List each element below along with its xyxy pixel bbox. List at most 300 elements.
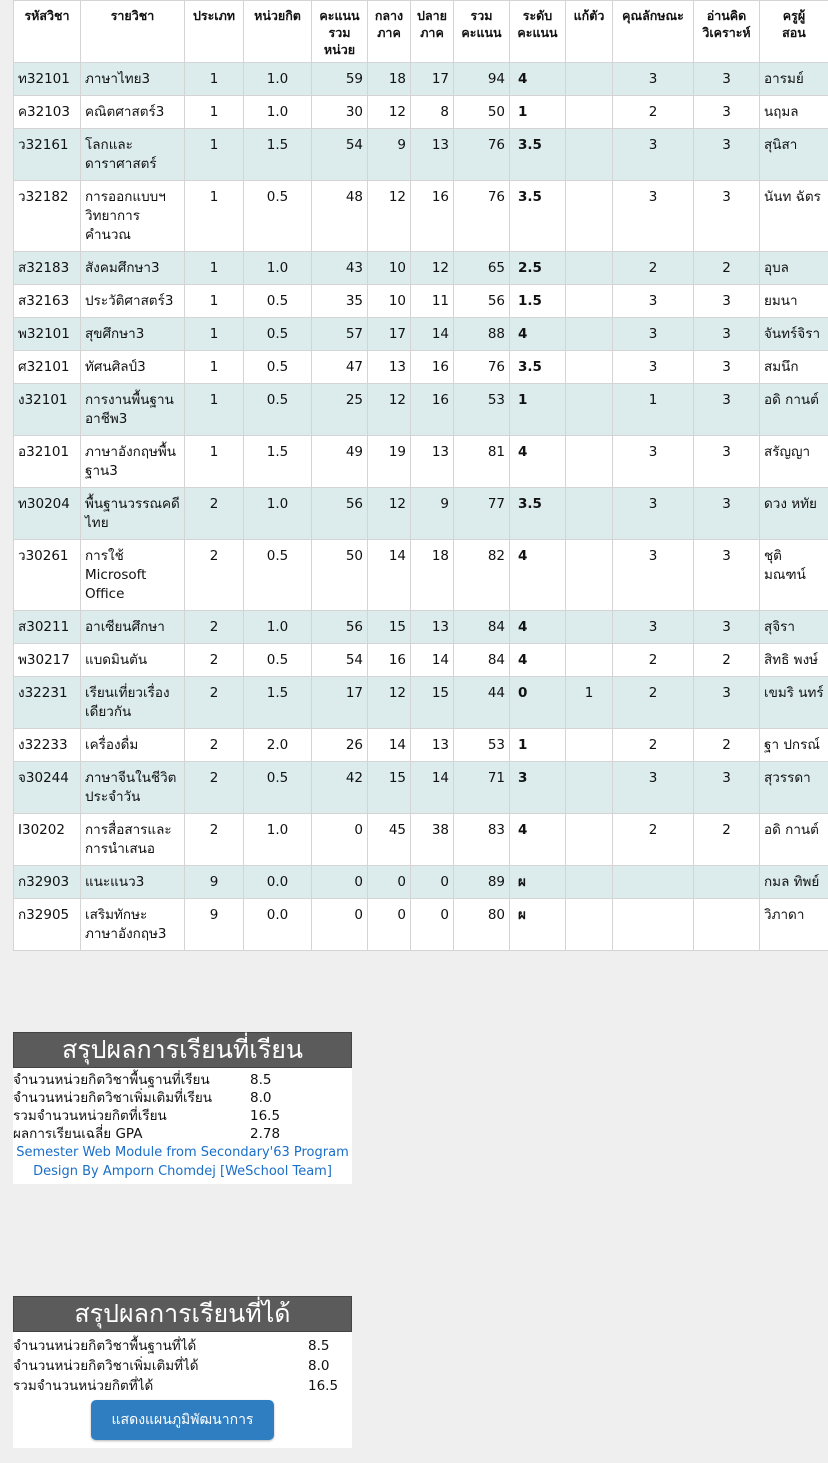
table-row bbox=[14, 762, 828, 814]
cell-type: 9 bbox=[185, 899, 244, 951]
cell-unit: 56 bbox=[312, 611, 368, 644]
cell-fix bbox=[566, 866, 613, 899]
cell-char: 2 bbox=[613, 644, 694, 677]
cell-fix bbox=[566, 129, 613, 181]
cell-type: 1 bbox=[185, 285, 244, 318]
cell-mid: 12 bbox=[368, 488, 411, 540]
cell-credit: 2.0 bbox=[244, 729, 312, 762]
cell-mid: 16 bbox=[368, 644, 411, 677]
table-body bbox=[14, 63, 828, 951]
cell-char: 2 bbox=[613, 729, 694, 762]
cell-unit: 0 bbox=[312, 866, 368, 899]
cell-teacher: สุนิสา bbox=[760, 129, 828, 181]
cell-name: การสื่อสารและการนำเสนอ bbox=[81, 814, 185, 866]
cell-char: 3 bbox=[613, 129, 694, 181]
cell-mid: 19 bbox=[368, 436, 411, 488]
cell-grade: 4 bbox=[510, 814, 566, 866]
cell-char: 3 bbox=[613, 318, 694, 351]
cell-read: 3 bbox=[694, 285, 760, 318]
cell-final: 0 bbox=[411, 866, 454, 899]
cell-mid: 13 bbox=[368, 351, 411, 384]
table-row bbox=[14, 677, 828, 729]
cell-type: 1 bbox=[185, 129, 244, 181]
cell-grade: ผ bbox=[510, 866, 566, 899]
cell-fix bbox=[566, 96, 613, 129]
cell-fix bbox=[566, 814, 613, 866]
cell-grade: 3.5 bbox=[510, 488, 566, 540]
cell-type: 1 bbox=[185, 351, 244, 384]
column-header-name: รายวิชา bbox=[81, 1, 185, 63]
cell-unit: 0 bbox=[312, 899, 368, 951]
table-row bbox=[14, 866, 828, 899]
cell-final: 8 bbox=[411, 96, 454, 129]
grades-table bbox=[13, 0, 828, 951]
table-row bbox=[14, 181, 828, 252]
column-header-teacher: ครูผู้ สอน bbox=[760, 1, 828, 63]
cell-mid: 10 bbox=[368, 285, 411, 318]
cell-code: อ32101 bbox=[14, 436, 81, 488]
cell-type: 1 bbox=[185, 436, 244, 488]
cell-fix bbox=[566, 540, 613, 611]
cell-total: 53 bbox=[454, 729, 510, 762]
cell-grade: ผ bbox=[510, 899, 566, 951]
cell-unit: 26 bbox=[312, 729, 368, 762]
cell-char: 3 bbox=[613, 63, 694, 96]
column-header-grade: ระดับ คะแนน bbox=[510, 1, 566, 63]
cell-read: 3 bbox=[694, 540, 760, 611]
cell-type: 2 bbox=[185, 762, 244, 814]
cell-final: 38 bbox=[411, 814, 454, 866]
cell-mid: 45 bbox=[368, 814, 411, 866]
cell-code: ส32183 bbox=[14, 252, 81, 285]
cell-credit: 1.0 bbox=[244, 611, 312, 644]
cell-total: 83 bbox=[454, 814, 510, 866]
cell-unit: 54 bbox=[312, 644, 368, 677]
cell-credit: 0.5 bbox=[244, 762, 312, 814]
cell-read: 2 bbox=[694, 644, 760, 677]
cell-total: 82 bbox=[454, 540, 510, 611]
table-row bbox=[14, 351, 828, 384]
cell-name: โลกและดาราศาสตร์ bbox=[81, 129, 185, 181]
column-header-total: รวม คะแนน bbox=[454, 1, 510, 63]
cell-code: ว32161 bbox=[14, 129, 81, 181]
cell-credit: 1.0 bbox=[244, 96, 312, 129]
cell-code: ส30211 bbox=[14, 611, 81, 644]
cell-read: 3 bbox=[694, 181, 760, 252]
cell-mid: 18 bbox=[368, 63, 411, 96]
cell-total: 77 bbox=[454, 488, 510, 540]
cell-name: การออกแบบฯ วิทยาการคำนวณ bbox=[81, 181, 185, 252]
cell-teacher: สุจิรา bbox=[760, 611, 828, 644]
cell-unit: 48 bbox=[312, 181, 368, 252]
cell-unit: 56 bbox=[312, 488, 368, 540]
cell-teacher: วิภาดา bbox=[760, 899, 828, 951]
cell-fix bbox=[566, 252, 613, 285]
cell-grade: 4 bbox=[510, 644, 566, 677]
cell-teacher: ดวง หทัย bbox=[760, 488, 828, 540]
cell-grade: 4 bbox=[510, 318, 566, 351]
cell-code: ท30204 bbox=[14, 488, 81, 540]
cell-read: 3 bbox=[694, 488, 760, 540]
cell-fix bbox=[566, 63, 613, 96]
cell-grade: 3 bbox=[510, 762, 566, 814]
cell-final: 17 bbox=[411, 63, 454, 96]
summary-row: รวมจำนวนหน่วยกิตที่เรียน 16.5 bbox=[13, 1108, 281, 1124]
column-header-char: คุณลักษณะ bbox=[613, 1, 694, 63]
cell-total: 81 bbox=[454, 436, 510, 488]
cell-unit: 49 bbox=[312, 436, 368, 488]
cell-fix bbox=[566, 384, 613, 436]
cell-unit: 30 bbox=[312, 96, 368, 129]
table-row bbox=[14, 96, 828, 129]
cell-credit: 0.5 bbox=[244, 351, 312, 384]
cell-read: 3 bbox=[694, 677, 760, 729]
cell-type: 1 bbox=[185, 96, 244, 129]
cell-final: 13 bbox=[411, 729, 454, 762]
cell-mid: 0 bbox=[368, 899, 411, 951]
cell-grade: 4 bbox=[510, 63, 566, 96]
cell-grade: 3.5 bbox=[510, 351, 566, 384]
summary-row: จำนวนหน่วยกิตวิชาเพิ่มเติมที่ได้ 8.0 bbox=[13, 1358, 330, 1374]
cell-final: 14 bbox=[411, 644, 454, 677]
cell-char: 3 bbox=[613, 181, 694, 252]
cell-name: การใช้ Microsoft Office bbox=[81, 540, 185, 611]
cell-type: 1 bbox=[185, 318, 244, 351]
cell-final: 16 bbox=[411, 181, 454, 252]
cell-total: 76 bbox=[454, 181, 510, 252]
summary-row: จำนวนหน่วยกิตวิชาพื้นฐานที่เรียน 8.5 bbox=[13, 1072, 272, 1088]
cell-name: สังคมศึกษา3 bbox=[81, 252, 185, 285]
cell-credit: 1.0 bbox=[244, 252, 312, 285]
cell-fix bbox=[566, 351, 613, 384]
cell-char: 3 bbox=[613, 351, 694, 384]
cell-char: 3 bbox=[613, 611, 694, 644]
cell-fix bbox=[566, 488, 613, 540]
cell-code: ก32905 bbox=[14, 899, 81, 951]
table-row bbox=[14, 488, 828, 540]
cell-grade: 1.5 bbox=[510, 285, 566, 318]
cell-final: 15 bbox=[411, 677, 454, 729]
cell-teacher: สรัญญา bbox=[760, 436, 828, 488]
column-header-unit: คะแนน รวม หน่วย bbox=[312, 1, 368, 63]
cell-char: 3 bbox=[613, 285, 694, 318]
cell-char: 3 bbox=[613, 488, 694, 540]
cell-type: 2 bbox=[185, 677, 244, 729]
cell-code: พ32101 bbox=[14, 318, 81, 351]
cell-unit: 25 bbox=[312, 384, 368, 436]
cell-credit: 0.5 bbox=[244, 181, 312, 252]
cell-credit: 1.0 bbox=[244, 488, 312, 540]
cell-final: 14 bbox=[411, 318, 454, 351]
table-row bbox=[14, 611, 828, 644]
cell-total: 84 bbox=[454, 644, 510, 677]
cell-code: ค32103 bbox=[14, 96, 81, 129]
table-row bbox=[14, 285, 828, 318]
column-header-final: ปลาย ภาค bbox=[411, 1, 454, 63]
cell-mid: 14 bbox=[368, 540, 411, 611]
cell-grade: 4 bbox=[510, 611, 566, 644]
cell-type: 9 bbox=[185, 866, 244, 899]
cell-name: เครื่องดื่ม bbox=[81, 729, 185, 762]
cell-name: แบดมินตัน bbox=[81, 644, 185, 677]
cell-unit: 57 bbox=[312, 318, 368, 351]
cell-teacher: สุวรรดา bbox=[760, 762, 828, 814]
cell-teacher: นันท ฉัตร bbox=[760, 181, 828, 252]
cell-final: 16 bbox=[411, 384, 454, 436]
cell-unit: 17 bbox=[312, 677, 368, 729]
cell-final: 18 bbox=[411, 540, 454, 611]
cell-code: ศ32101 bbox=[14, 351, 81, 384]
cell-unit: 43 bbox=[312, 252, 368, 285]
cell-char: 2 bbox=[613, 252, 694, 285]
cell-code: ง32231 bbox=[14, 677, 81, 729]
cell-total: 76 bbox=[454, 351, 510, 384]
column-header-code: รหัสวิชา bbox=[14, 1, 81, 63]
table-row bbox=[14, 318, 828, 351]
column-header-read: อ่านคิด วิเคราะห์ bbox=[694, 1, 760, 63]
cell-final: 9 bbox=[411, 488, 454, 540]
cell-credit: 0.0 bbox=[244, 899, 312, 951]
cell-code: ว32182 bbox=[14, 181, 81, 252]
cell-type: 1 bbox=[185, 252, 244, 285]
cell-type: 1 bbox=[185, 384, 244, 436]
cell-char bbox=[613, 866, 694, 899]
cell-total: 94 bbox=[454, 63, 510, 96]
table-row bbox=[14, 252, 828, 285]
cell-mid: 14 bbox=[368, 729, 411, 762]
cell-credit: 0.0 bbox=[244, 866, 312, 899]
cell-unit: 47 bbox=[312, 351, 368, 384]
table-row bbox=[14, 814, 828, 866]
table-row bbox=[14, 899, 828, 951]
column-header-fix: แก้ตัว bbox=[566, 1, 613, 63]
cell-type: 2 bbox=[185, 814, 244, 866]
cell-final: 16 bbox=[411, 351, 454, 384]
cell-char: 3 bbox=[613, 762, 694, 814]
summary-row: จำนวนหน่วยกิตวิชาเพิ่มเติมที่เรียน 8.0 bbox=[13, 1090, 272, 1106]
table-row bbox=[14, 63, 828, 96]
cell-type: 2 bbox=[185, 540, 244, 611]
cell-grade: 2.5 bbox=[510, 252, 566, 285]
cell-char: 2 bbox=[613, 677, 694, 729]
cell-credit: 1.5 bbox=[244, 129, 312, 181]
cell-read bbox=[694, 899, 760, 951]
cell-grade: 1 bbox=[510, 729, 566, 762]
cell-unit: 35 bbox=[312, 285, 368, 318]
cell-teacher: เขมริ นทร์ bbox=[760, 677, 828, 729]
cell-char: 2 bbox=[613, 814, 694, 866]
cell-name: เสริมทักษะภาษาอังกฤษ3 bbox=[81, 899, 185, 951]
summary-row: จำนวนหน่วยกิตวิชาพื้นฐานที่ได้ 8.5 bbox=[13, 1338, 330, 1354]
cell-read: 3 bbox=[694, 318, 760, 351]
cell-name: ภาษาไทย3 bbox=[81, 63, 185, 96]
table-row bbox=[14, 644, 828, 677]
cell-code: ง32233 bbox=[14, 729, 81, 762]
cell-fix bbox=[566, 729, 613, 762]
table-header-row bbox=[14, 1, 828, 63]
table-row bbox=[14, 129, 828, 181]
cell-teacher: สิทธิ พงษ์ bbox=[760, 644, 828, 677]
cell-char bbox=[613, 899, 694, 951]
cell-teacher: อดิ กานต์ bbox=[760, 814, 828, 866]
cell-mid: 9 bbox=[368, 129, 411, 181]
cell-fix bbox=[566, 318, 613, 351]
cell-code: ก32903 bbox=[14, 866, 81, 899]
cell-grade: 1 bbox=[510, 384, 566, 436]
cell-fix bbox=[566, 436, 613, 488]
cell-teacher: ชุติ มณฑน์ bbox=[760, 540, 828, 611]
cell-read: 3 bbox=[694, 611, 760, 644]
cell-read: 2 bbox=[694, 252, 760, 285]
cell-final: 11 bbox=[411, 285, 454, 318]
credit-link[interactable]: Semester Web Module from Secondary'63 Program bbox=[16, 1145, 349, 1160]
cell-credit: 0.5 bbox=[244, 285, 312, 318]
cell-total: 84 bbox=[454, 611, 510, 644]
cell-name: ภาษาจีนในชีวิตประจำวัน bbox=[81, 762, 185, 814]
cell-total: 88 bbox=[454, 318, 510, 351]
cell-type: 2 bbox=[185, 611, 244, 644]
cell-unit: 54 bbox=[312, 129, 368, 181]
summary-earned-title: สรุปผลการเรียนที่ได้ bbox=[13, 1296, 352, 1332]
cell-mid: 17 bbox=[368, 318, 411, 351]
cell-final: 13 bbox=[411, 436, 454, 488]
table-row bbox=[14, 729, 828, 762]
cell-char: 2 bbox=[613, 96, 694, 129]
cell-teacher: อดิ กานต์ bbox=[760, 384, 828, 436]
cell-fix bbox=[566, 611, 613, 644]
cell-char: 1 bbox=[613, 384, 694, 436]
cell-teacher: จันทร์จิรา bbox=[760, 318, 828, 351]
cell-read: 3 bbox=[694, 384, 760, 436]
cell-credit: 0.5 bbox=[244, 644, 312, 677]
cell-total: 50 bbox=[454, 96, 510, 129]
cell-total: 89 bbox=[454, 866, 510, 899]
cell-fix bbox=[566, 762, 613, 814]
cell-credit: 1.0 bbox=[244, 814, 312, 866]
cell-read bbox=[694, 866, 760, 899]
cell-name: ภาษาอังกฤษพื้นฐาน3 bbox=[81, 436, 185, 488]
cell-unit: 59 bbox=[312, 63, 368, 96]
cell-read: 3 bbox=[694, 436, 760, 488]
cell-teacher: อารมย์ bbox=[760, 63, 828, 96]
cell-final: 0 bbox=[411, 899, 454, 951]
cell-credit: 1.5 bbox=[244, 436, 312, 488]
cell-credit: 1.0 bbox=[244, 63, 312, 96]
cell-total: 80 bbox=[454, 899, 510, 951]
cell-type: 2 bbox=[185, 488, 244, 540]
column-header-mid: กลาง ภาค bbox=[368, 1, 411, 63]
cell-final: 13 bbox=[411, 129, 454, 181]
table-row bbox=[14, 436, 828, 488]
cell-code: I30202 bbox=[14, 814, 81, 866]
cell-teacher: กมล ทิพย์ bbox=[760, 866, 828, 899]
show-progress-chart-button[interactable]: แสดงแผนภูมิพัฒนาการ bbox=[91, 1400, 274, 1440]
table-row bbox=[14, 384, 828, 436]
cell-grade: 1 bbox=[510, 96, 566, 129]
cell-total: 56 bbox=[454, 285, 510, 318]
summary-study-title: สรุปผลการเรียนที่เรียน bbox=[13, 1032, 352, 1068]
cell-credit: 0.5 bbox=[244, 384, 312, 436]
cell-read: 3 bbox=[694, 762, 760, 814]
cell-code: ส32163 bbox=[14, 285, 81, 318]
cell-credit: 0.5 bbox=[244, 540, 312, 611]
cell-total: 71 bbox=[454, 762, 510, 814]
cell-total: 76 bbox=[454, 129, 510, 181]
summary-earned-panel bbox=[13, 1296, 352, 1448]
cell-read: 3 bbox=[694, 351, 760, 384]
cell-grade: 3.5 bbox=[510, 129, 566, 181]
cell-name: สุขศึกษา3 bbox=[81, 318, 185, 351]
cell-unit: 0 bbox=[312, 814, 368, 866]
cell-mid: 15 bbox=[368, 611, 411, 644]
cell-type: 1 bbox=[185, 63, 244, 96]
cell-code: ว30261 bbox=[14, 540, 81, 611]
cell-fix bbox=[566, 285, 613, 318]
cell-name: ประวัติศาสตร์3 bbox=[81, 285, 185, 318]
cell-name: การงานพื้นฐานอาชีพ3 bbox=[81, 384, 185, 436]
cell-char: 3 bbox=[613, 436, 694, 488]
cell-final: 14 bbox=[411, 762, 454, 814]
cell-grade: 4 bbox=[510, 540, 566, 611]
cell-teacher: สมนึก bbox=[760, 351, 828, 384]
cell-type: 1 bbox=[185, 181, 244, 252]
cell-type: 2 bbox=[185, 644, 244, 677]
summary-row: รวมจำนวนหน่วยกิตที่ได้ 16.5 bbox=[13, 1378, 339, 1394]
cell-read: 3 bbox=[694, 129, 760, 181]
cell-mid: 12 bbox=[368, 181, 411, 252]
cell-credit: 0.5 bbox=[244, 318, 312, 351]
credit-link[interactable]: Design By Amporn Chomdej [WeSchool Team] bbox=[33, 1164, 332, 1179]
cell-final: 12 bbox=[411, 252, 454, 285]
cell-code: พ30217 bbox=[14, 644, 81, 677]
cell-grade: 0 bbox=[510, 677, 566, 729]
summary-study-panel bbox=[13, 1032, 352, 1184]
cell-unit: 50 bbox=[312, 540, 368, 611]
cell-code: ท32101 bbox=[14, 63, 81, 96]
cell-teacher: นฤมล bbox=[760, 96, 828, 129]
cell-mid: 10 bbox=[368, 252, 411, 285]
cell-mid: 15 bbox=[368, 762, 411, 814]
cell-mid: 12 bbox=[368, 96, 411, 129]
cell-name: อาเซียนศึกษา bbox=[81, 611, 185, 644]
cell-credit: 1.5 bbox=[244, 677, 312, 729]
cell-teacher: อุบล bbox=[760, 252, 828, 285]
cell-read: 3 bbox=[694, 96, 760, 129]
summary-row: ผลการเรียนเฉลี่ย GPA 2.78 bbox=[13, 1126, 281, 1142]
cell-name: ทัศนศิลป์3 bbox=[81, 351, 185, 384]
cell-unit: 42 bbox=[312, 762, 368, 814]
cell-final: 13 bbox=[411, 611, 454, 644]
cell-fix: 1 bbox=[566, 677, 613, 729]
cell-type: 2 bbox=[185, 729, 244, 762]
cell-total: 44 bbox=[454, 677, 510, 729]
cell-fix bbox=[566, 181, 613, 252]
column-header-type: ประเภท bbox=[185, 1, 244, 63]
cell-teacher: ฐา ปกรณ์ bbox=[760, 729, 828, 762]
cell-read: 2 bbox=[694, 814, 760, 866]
table-row bbox=[14, 540, 828, 611]
cell-name: พื้นฐานวรรณคดีไทย bbox=[81, 488, 185, 540]
cell-total: 65 bbox=[454, 252, 510, 285]
cell-mid: 0 bbox=[368, 866, 411, 899]
cell-fix bbox=[566, 899, 613, 951]
cell-mid: 12 bbox=[368, 384, 411, 436]
cell-code: จ30244 bbox=[14, 762, 81, 814]
cell-read: 2 bbox=[694, 729, 760, 762]
cell-grade: 4 bbox=[510, 436, 566, 488]
cell-teacher: ยมนา bbox=[760, 285, 828, 318]
cell-char: 3 bbox=[613, 540, 694, 611]
